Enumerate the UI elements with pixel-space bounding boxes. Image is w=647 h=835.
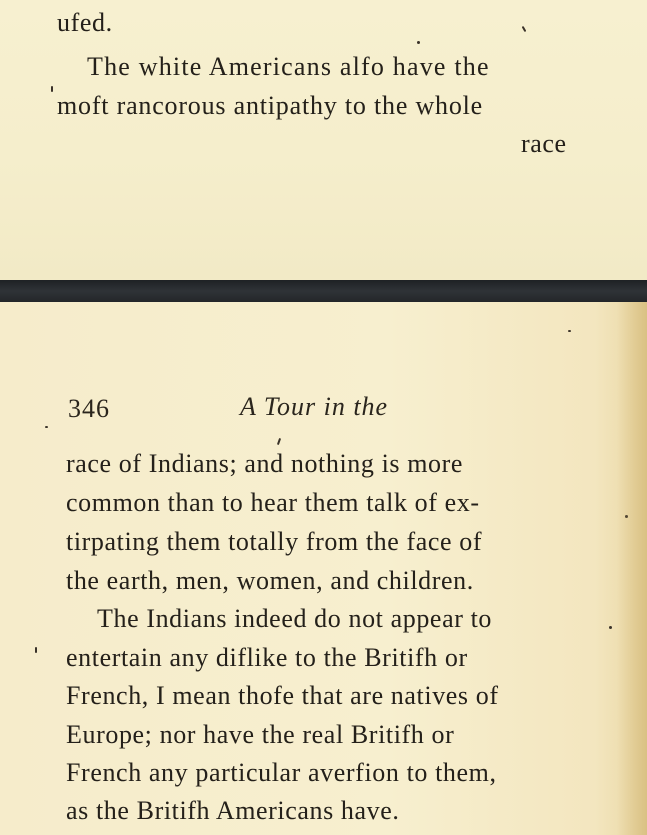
text-line: ufed. — [57, 8, 113, 37]
text-line: The white Americans alfo have the — [87, 52, 490, 81]
bottom-page — [0, 302, 647, 835]
ink-speck — [45, 426, 48, 428]
text-line: tirpating them totally from the face of — [66, 527, 483, 556]
ink-speck — [522, 26, 527, 32]
ink-speck — [609, 626, 612, 629]
text-line: Europe; nor have the real Britifh or — [66, 720, 455, 749]
ink-speck — [277, 438, 281, 445]
page-gutter — [0, 280, 647, 302]
catchword: race — [521, 129, 567, 158]
text-line: moft rancorous antipathy to the whole — [57, 91, 483, 120]
text-line: the earth, men, women, and children. — [66, 566, 474, 595]
ink-speck — [51, 86, 53, 92]
text-line: entertain any diflike to the Britifh or — [66, 643, 468, 672]
running-head: A Tour in the — [240, 392, 389, 421]
text-line: as the Britifh Americans have. — [66, 796, 400, 825]
text-line: race of Indians; and nothing is more — [66, 449, 464, 478]
top-page-fragment — [0, 0, 647, 280]
text-line: French any particular averfion to them, — [66, 758, 497, 787]
ink-speck — [568, 330, 571, 332]
text-line: The Indians indeed do not appear to — [97, 604, 492, 633]
text-line: French, I mean thofe that are natives of — [66, 681, 499, 710]
ink-speck — [625, 515, 628, 518]
ink-speck — [417, 41, 420, 44]
page-number: 346 — [68, 394, 110, 423]
ink-speck — [35, 647, 37, 653]
text-line: common than to hear them talk of ex- — [66, 488, 480, 517]
